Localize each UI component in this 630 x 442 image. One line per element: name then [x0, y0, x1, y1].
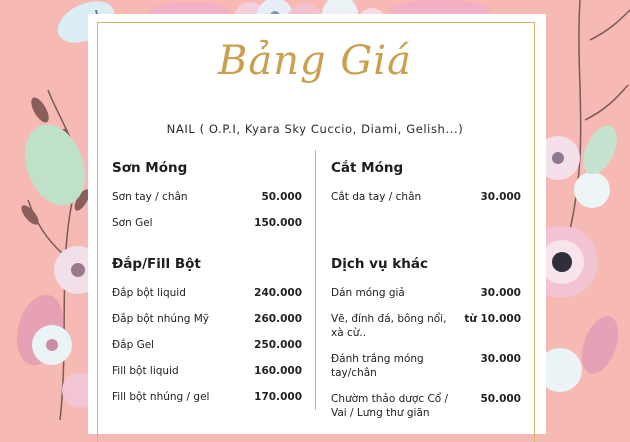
- service-price: 160.000: [254, 365, 302, 377]
- section-heading: Cắt Móng: [331, 160, 404, 176]
- service-name: Đắp bột nhúng Mỹ: [112, 313, 210, 325]
- service-name: Fill bột nhúng / gel: [112, 391, 210, 403]
- price-row: [331, 312, 521, 340]
- service-name: Dán móng giả: [331, 287, 405, 299]
- service-price: 30.000: [480, 191, 521, 203]
- service-price: từ 10.000: [464, 313, 521, 325]
- price-row: [112, 312, 302, 326]
- service-name: Sơn tay / chân: [112, 191, 188, 203]
- section-dap-fill-bot: [112, 256, 302, 416]
- section-son-mong: [112, 160, 302, 242]
- service-name: Chườm thảo dược Cổ / Vai / Lưng thư giãn: [331, 393, 449, 419]
- column-divider: [315, 150, 316, 410]
- service-name: Fill bột liquid: [112, 365, 179, 377]
- price-row: [112, 286, 302, 300]
- service-name: Đắp Gel: [112, 339, 155, 351]
- price-row: [112, 390, 302, 404]
- section-heading: Dịch vụ khác: [331, 256, 428, 272]
- service-price: 240.000: [254, 287, 302, 299]
- page-title: Bảng Giá: [218, 38, 412, 84]
- section-cat-mong: [331, 160, 521, 216]
- service-price: 50.000: [261, 191, 302, 203]
- service-price: 170.000: [254, 391, 302, 403]
- service-price: 150.000: [254, 217, 302, 229]
- price-row: [331, 392, 521, 420]
- service-name: Cắt da tay / chân: [331, 191, 422, 203]
- service-name: Sơn Gel: [112, 217, 153, 229]
- service-name: Đắp bột liquid: [112, 287, 186, 299]
- price-row: [331, 352, 521, 380]
- service-price: 260.000: [254, 313, 302, 325]
- section-heading: Đắp/Fill Bột: [112, 256, 201, 272]
- service-price: 250.000: [254, 339, 302, 351]
- service-price: 50.000: [480, 393, 521, 405]
- price-row: [112, 190, 302, 204]
- price-row: [112, 338, 302, 352]
- section-dich-vu-khac: [331, 256, 521, 432]
- service-name: Đánh trắng móng tay/chân: [331, 353, 424, 379]
- service-price: 30.000: [480, 287, 521, 299]
- price-row: [331, 286, 521, 300]
- service-price: 30.000: [480, 353, 521, 365]
- section-heading: Sơn Móng: [112, 160, 188, 176]
- price-row: [331, 190, 521, 204]
- page-subtitle: NAIL ( O.P.I, Kyara Sky Cuccio, Diami, Gelish...): [166, 122, 464, 136]
- price-row: [112, 216, 302, 230]
- price-row: [112, 364, 302, 378]
- service-name: Vẽ, đính đá, bông nổi, xà cừ..: [331, 313, 447, 339]
